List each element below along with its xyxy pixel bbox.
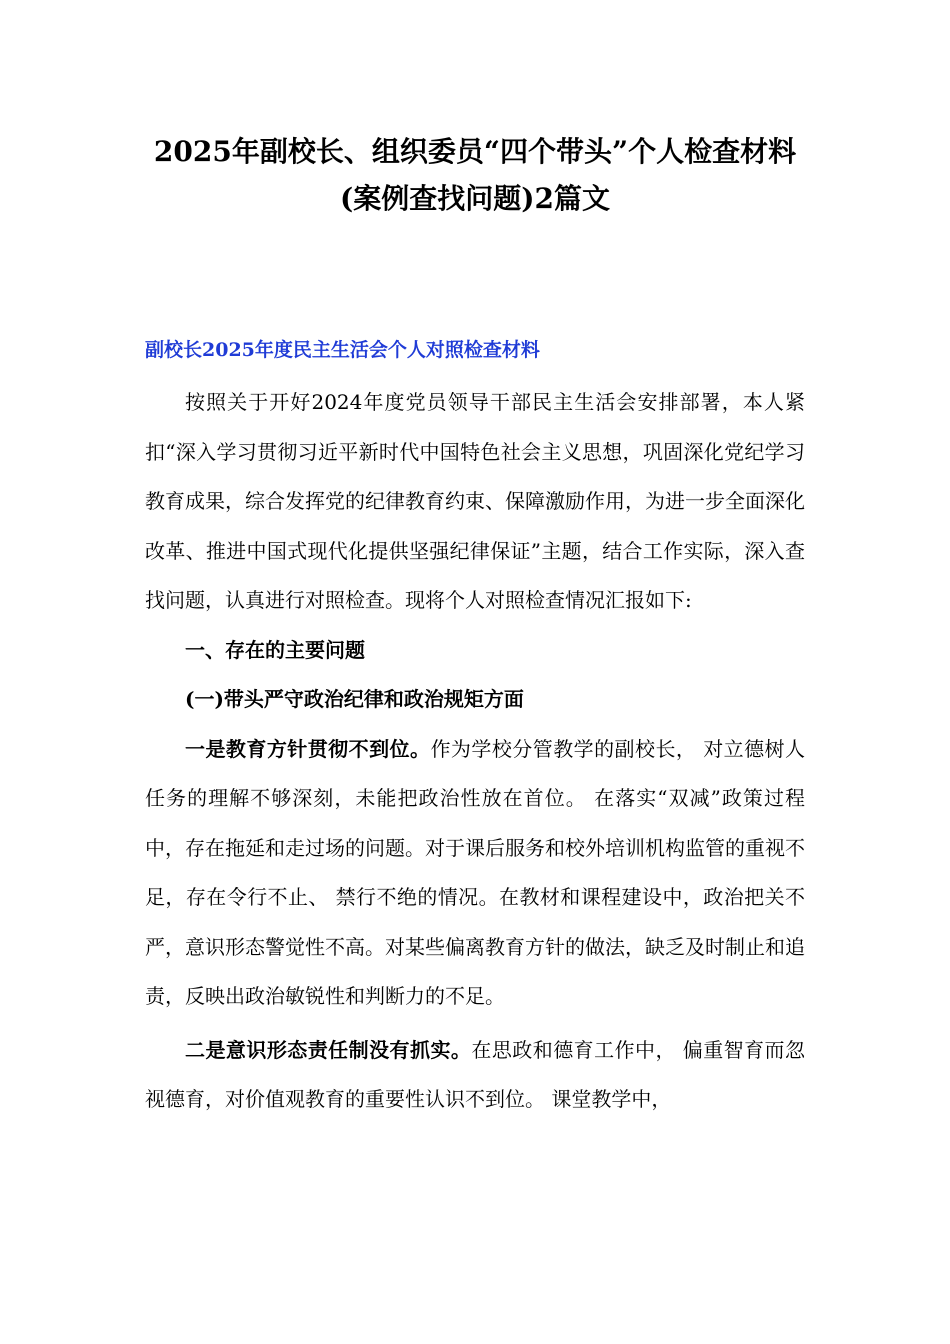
- point-1-paragraph: [145, 725, 805, 1022]
- intro-paragraph: 按照关于开好2024年度党员领导干部民主生活会安排部署，本人紧扣“深入学习贯彻习近平新时代中国特色社会主义思想，巩固深化党纪学习教育成果，综合发挥党的纪律教育约束、保障激励作用，为进一步全面深化改革、推进中国式现代化提供坚强纪律保证”主题，结合工作实际，深入查找问题，认真进行对照检查。现将个人对照检查情况汇报如下:: [145, 390, 805, 612]
- point-2-lead: 二是意识形态责任制没有抓实。: [185, 1037, 472, 1062]
- document-title: 2025年副校长、组织委员“四个带头”个人检查材料(案例查找问题)2篇文: [153, 135, 797, 215]
- section-heading: 副校长2025年度民主生活会个人对照检查材料: [145, 339, 540, 361]
- point-2-text: 在思政和德育工作中， 偏重智育而忽视德育，对价值观教育的重要性认识不到位。 课堂教学中，: [145, 1037, 806, 1111]
- point-2-paragraph: [145, 1026, 805, 1125]
- heading-level2: (一)带头严守政治纪律和政治规矩方面: [185, 687, 524, 711]
- point-1-text: 作为学校分管教学的副校长， 对立德树人任务的理解不够深刻，未能把政治性放在首位。 在落实“双减”政策过程中，存在拖延和走过场的问题。对于课后服务和校外培训机构监管的重视不足，存在令行不止、 禁行不绝的情况。在教材和课程建设中，政治把关不严，意识形态警觉性不高。对某些偏离教育方针的做法，缺乏及时制止和追责，反映出政治敏锐性和判断力的不足。: [145, 736, 806, 1008]
- point-1-lead: 一是教育方针贯彻不到位。: [185, 736, 431, 761]
- document-body: [145, 378, 805, 1125]
- heading-level1: 一、存在的主要问题: [185, 637, 365, 662]
